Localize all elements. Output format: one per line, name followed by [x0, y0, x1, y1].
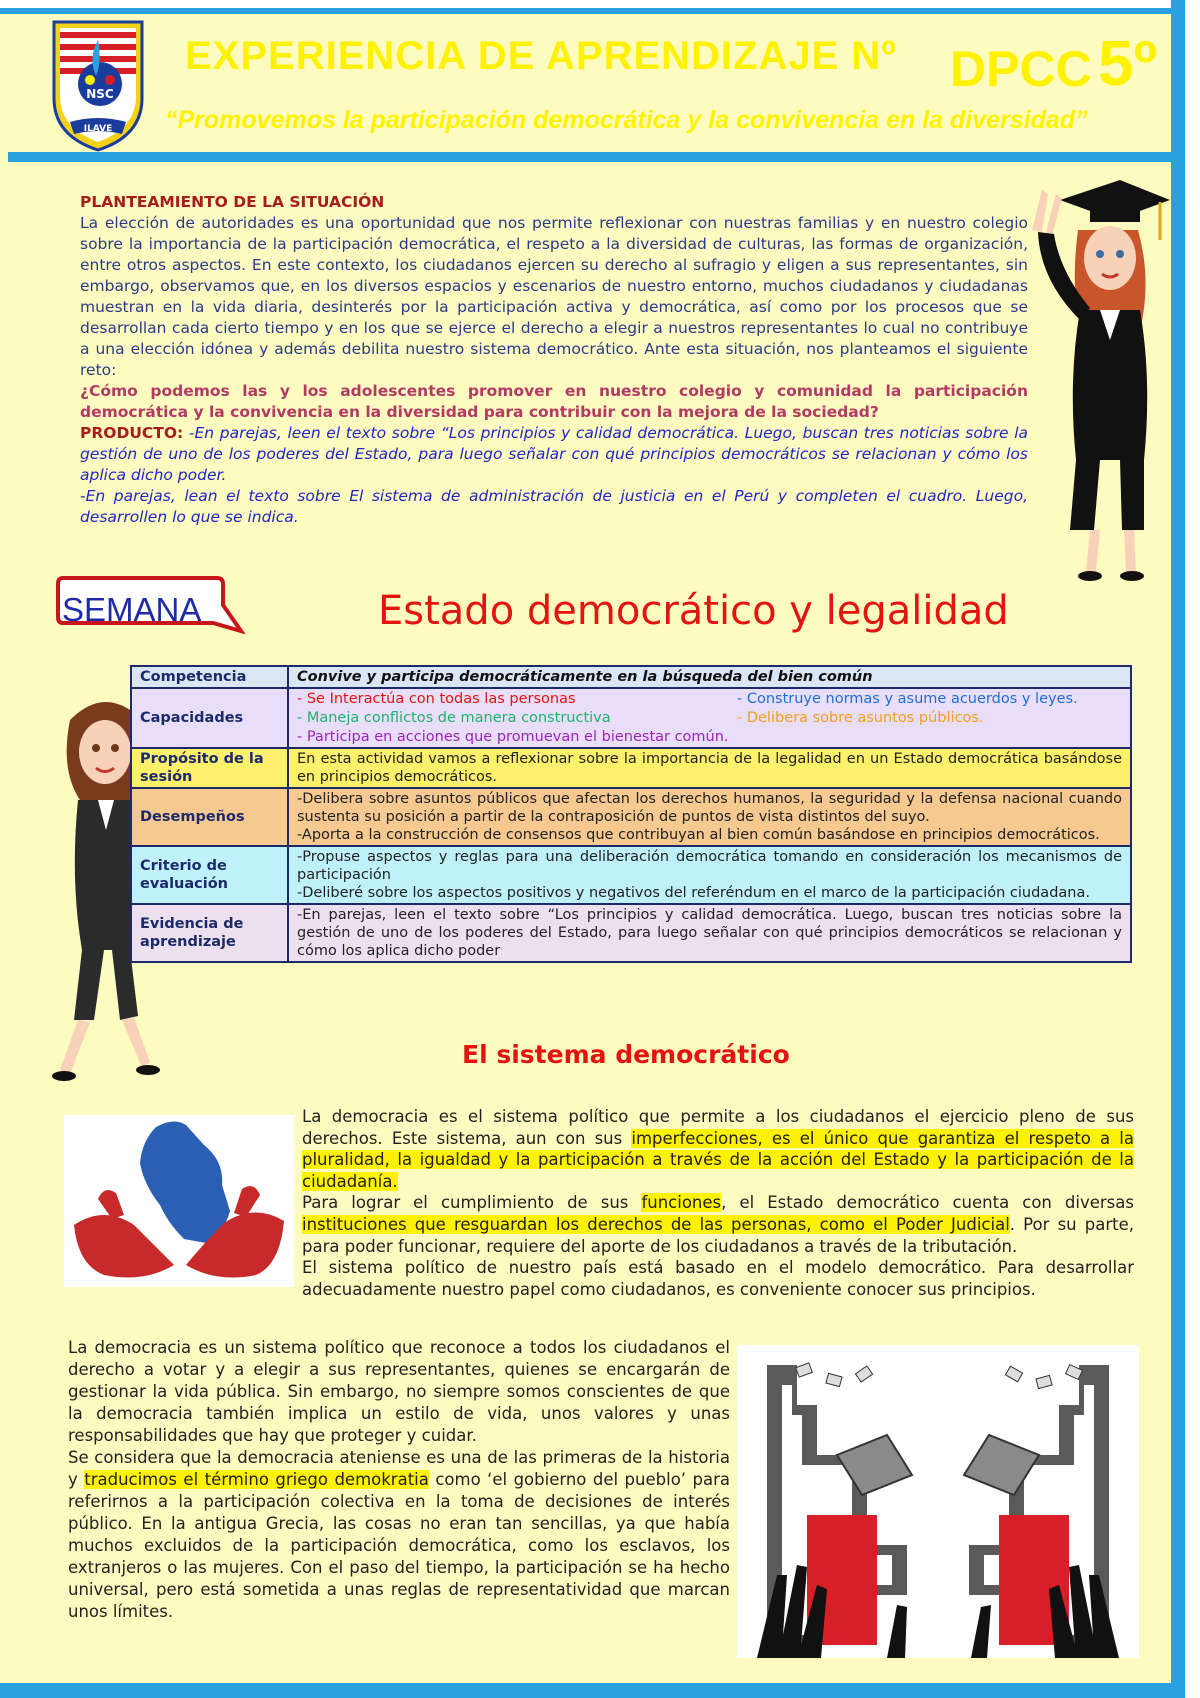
- sistema-p2-b: , el Estado democrático cuenta con diversas: [721, 1193, 1134, 1213]
- capacidades-row: [131, 688, 1131, 748]
- sistema-p2-highlight-2: instituciones que resguardan los derechos de las personas, como el Poder Judicial: [302, 1214, 1010, 1234]
- school-crest-logo: [50, 18, 146, 153]
- logo-text-top: NSC: [86, 87, 114, 101]
- competencia-value: Convive y participa democráticamente en la búsqueda del bien común: [288, 666, 1131, 688]
- capacidad-2: - Construye normas y asume acuerdos y leyes.: [737, 691, 1078, 707]
- competencia-label: Competencia: [131, 666, 288, 688]
- peru-map-hands-image: [64, 1115, 294, 1287]
- product-label: PRODUCTO:: [80, 424, 184, 442]
- sistema-p2-c: . Por su parte, para poder funcionar, requiere del aporte de los ciudadanos a través de la tributación.: [302, 1214, 1134, 1256]
- capacidades-label: Capacidades: [131, 688, 288, 748]
- criterio-row: [131, 846, 1131, 904]
- experience-subtitle: “Promovemos la participación democrática y la convivencia en la diversidad”: [165, 106, 1088, 134]
- challenge-question: ¿Cómo podemos las y los adolescentes promover en nuestro colegio y comunidad la participación democrática y la convivencia en la diversidad para contribuir con la mejora de la sociedad?: [80, 382, 1028, 421]
- product-text-1: -En parejas, leen el texto sobre “Los principios y calidad democrática. Luego, buscan tres noticias sobre la gestión de uno de los poderes del Estado, para luego señalar con qué principios democráticos se relacionan y cómo los aplica dicho poder.: [80, 424, 1028, 484]
- capacidad-5: - Participa en acciones que promuevan el bienestar común.: [297, 729, 729, 745]
- session-heading: Estado democrático y legalidad: [378, 588, 1009, 634]
- capacidad-1: - Se Interactúa con todas las personas: [297, 691, 576, 707]
- sistema-text: [302, 1106, 1134, 1313]
- product-text-2: -En parejas, lean el texto sobre El sistema de administración de justicia en el Perú y completen el cuadro. Luego, desarrollen lo que se indica.: [80, 487, 1028, 526]
- situation-section: [80, 192, 1028, 528]
- sistema-p2-a: Para lograr el cumplimiento de sus: [302, 1193, 642, 1213]
- top-frame-line: [0, 8, 1185, 14]
- democracia-p2-b: como ‘el gobierno del pueblo’ para referirnos a la participación colectiva en la toma de decisiones de interés público. En la antigua Grecia, las cosas no eran tan sencillas, ya que había muchos excluidos de la participación democrática, como los esclavos, los extranjeros o las mujeres. Con el paso del tiempo, la participación se ha hecho universal, pero está sometida a unas reglas de representatividad que marcan unos límites.: [68, 1470, 730, 1621]
- desempenos-label: Desempeños: [131, 788, 288, 846]
- sistema-p1-highlight: imperfecciones, es el único que garantiza el respeto a la pluralidad, la igualdad y la participación a través de la acción del Estado y la participación de la ciudadanía.: [302, 1128, 1134, 1191]
- semana-label: SEMANA: [62, 591, 202, 628]
- democracia-p1: La democracia es un sistema político que reconoce a todos los ciudadanos el derecho a votar y a elegir a sus representantes, quienes se encargarán de gestionar la vida pública. Sin embargo, no siempre somos conscientes de que la democracia también implica un estilo de vida, unos valores y unas responsabilidades que hay que proteger y cuidar.: [68, 1338, 730, 1445]
- evidencia-row: [131, 904, 1131, 962]
- democracia-text: [68, 1337, 730, 1623]
- democracia-p2-highlight: traducimos el término griego demokratia: [84, 1470, 429, 1489]
- criterio-1: -Propuse aspectos y reglas para una deliberación democrática tomando en consideración los mecanismos de participación: [297, 849, 1122, 883]
- sistema-p2-highlight-1: funciones: [641, 1193, 722, 1213]
- democracia-p2-a: Se considera que la democracia ateniense es una de las primeras de la historia y: [68, 1448, 730, 1489]
- logo-text-bottom: ILAVE: [83, 124, 113, 134]
- competency-table: [130, 665, 1132, 963]
- criterio-2: -Deliberé sobre los aspectos positivos y negativos del referéndum en el marco de la participación ciudadana.: [297, 885, 1090, 901]
- situation-heading: PLANTEAMIENTO DE LA SITUACIÓN: [80, 193, 385, 211]
- competencia-row: [131, 666, 1131, 688]
- proposito-value: En esta actividad vamos a reflexionar sobre la importancia de la legalidad en un Estado democrática basándose en principios democráticos.: [288, 748, 1131, 788]
- sistema-heading: El sistema democrático: [462, 1040, 790, 1069]
- situation-body: La elección de autoridades es una oportunidad que nos permite reflexionar con nuestras familias y en nuestro colegio sobre la importancia de la participación democrática, el respeto a la diversidad de culturas, las formas de organización, entre otros aspectos. En este contexto, los ciudadanos ejercen su derecho al sufragio y eligen a sus representantes, sin embargo, observamos que, en los diversos espacios y escenarios de nuestro entorno, muchos ciudadanos y ciudadanas muestran en la vida diaria, desinterés por la participación activa y democrática, así como por los procesos que se desarrollan cada cierto tiempo y en los que se ejerce el derecho a elegir a nuestros representantes lo cual no contribuye a una elección idónea y además debilita nuestro sistema democrático. Ante esta situación, nos planteamos el siguiente reto:: [80, 214, 1028, 379]
- subject-label: DPCC: [950, 41, 1092, 97]
- proposito-label: Propósito de la sesión: [131, 748, 288, 788]
- header-divider: [8, 152, 1178, 162]
- experience-title: EXPERIENCIA DE APRENDIZAJE Nº: [185, 34, 897, 78]
- capacidad-4: - Delibera sobre asuntos públicos.: [737, 710, 984, 726]
- grade-label: 5º: [1098, 27, 1157, 99]
- bottom-frame-line: [0, 1683, 1185, 1698]
- right-white-band: [1185, 0, 1200, 1698]
- evidencia-value: -En parejas, leen el texto sobre “Los principios y calidad democrática. Luego, buscan tres noticias sobre la gestión de uno de los poderes del Estado, para luego señalar con qué principios democráticos se relacionan y cómo los aplica dicho poder: [288, 904, 1131, 962]
- evidencia-label: Evidencia de aprendizaje: [131, 904, 288, 962]
- sistema-p3: El sistema político de nuestro país está basado en el modelo democrático. Para desarrollar adecuadamente nuestro papel como ciudadanos, es conveniente conocer sus principios.: [302, 1258, 1134, 1299]
- desempeno-1: -Delibera sobre asuntos públicos que afectan los derechos humanos, la seguridad y la defensa nacional cuando sustenta su posición a partir de la contraposición de puntos de vista distintos del suyo.: [297, 791, 1122, 825]
- proposito-row: [131, 748, 1131, 788]
- graduate-girl-illustration: [1020, 160, 1180, 590]
- voting-ballot-illustration: [737, 1345, 1139, 1658]
- criterio-label: Criterio de evaluación: [131, 846, 288, 904]
- capacidad-3: - Maneja conflictos de manera constructiva: [297, 710, 611, 726]
- desempenos-row: [131, 788, 1131, 846]
- desempeno-2: -Aporta a la construcción de consensos que contribuyan al bien común basándose en principios democráticos.: [297, 827, 1100, 843]
- sistema-p1-a: La democracia es el sistema político que permite a los ciudadanos el ejercicio pleno de sus derechos. Este sistema, aun con sus: [302, 1107, 1134, 1148]
